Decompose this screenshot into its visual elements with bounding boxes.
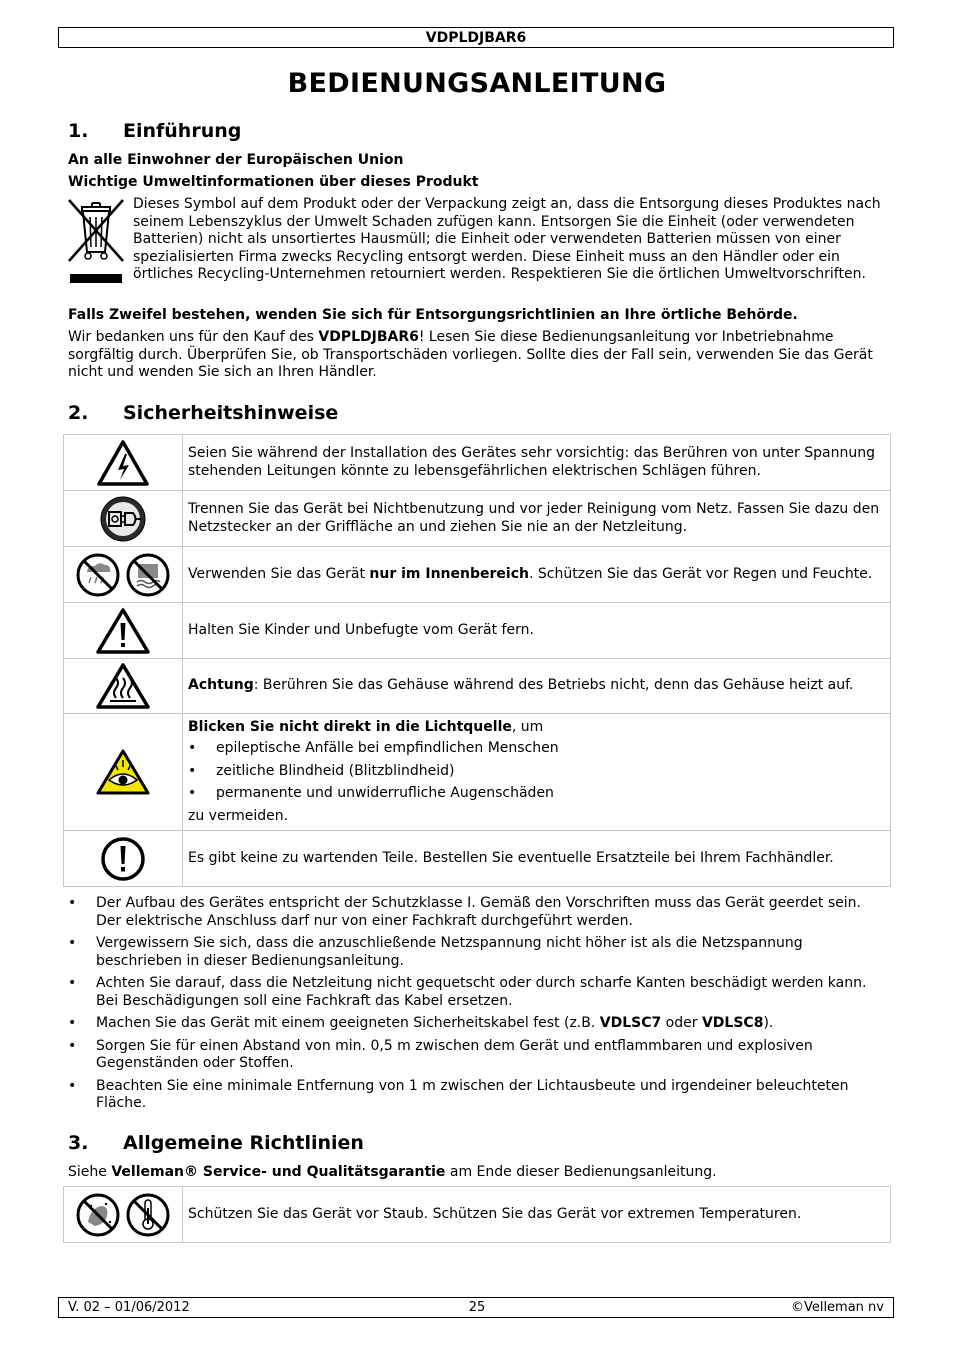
- text-bold: Blicken Sie nicht direkt in die Lichtquelle: [188, 718, 512, 735]
- text-part: Siehe: [68, 1164, 112, 1180]
- cable-model-1: VDLSC7: [599, 1015, 662, 1031]
- section-title: Sicherheitshinweise: [123, 402, 339, 424]
- safety-row: [64, 491, 891, 547]
- safety-row: [64, 603, 891, 659]
- safety-row: [64, 547, 891, 603]
- section-3-heading: [68, 1131, 364, 1155]
- no-rain-no-moisture-icon: [64, 547, 183, 603]
- safety-text: [183, 659, 891, 714]
- list-item: • zeitliche Blindheid (Blitzblindheid): [188, 763, 884, 781]
- safety-row: [64, 435, 891, 491]
- footer-copyright: ©Velleman nv: [790, 1300, 884, 1315]
- list-item: • epileptische Anfälle bei empfindlichen Menschen: [188, 740, 884, 758]
- section-1-heading: [68, 119, 241, 143]
- footer-version: V. 02 – 01/06/2012: [68, 1300, 190, 1315]
- safety-bullet-list: [68, 895, 880, 1118]
- header-model: VDPLDJBAR6: [58, 27, 894, 48]
- subheading-eu: An alle Einwohner der Europäischen Union: [68, 152, 404, 168]
- thanks-text: Wir bedanken uns für den Kauf des: [68, 329, 319, 345]
- text-part: Machen Sie das Gerät mit einem geeigneten Sicherheitskabel fest (z.B.: [96, 1015, 600, 1031]
- safety-text: Seien Sie während der Installation des Gerätes sehr vorsichtig: das Berühren von unter Spannung stehenden Leitungen könnte zu lebensgefährlichen elektrischen Schlägen führen.: [183, 435, 891, 491]
- cable-model-2: VDLSC8: [701, 1015, 764, 1031]
- weee-text: Dieses Symbol auf dem Produkt oder der Verpackung zeigt an, dass die Entsorgung dieses Produktes nach seinem Lebenszyklus der Umwelt Schaden zufügen kann. Entsorgen Sie die Einheit (oder verwendeten Batterien) nicht als unsortiertes Hausmüll; die Einheit oder verwendeten Batterien müssen von einer spezialisierten Firma zwecks Recycling entsorgt werden. Diese Einheit muss an den Händler oder ein örtliches Recycling-Unternehmen retourniert werden. Respektieren Sie die örtlichen Umweltvorschriften.: [133, 196, 881, 282]
- safety-text: [183, 547, 891, 603]
- high-voltage-warning-icon: [64, 435, 183, 491]
- hot-surface-icon: [64, 659, 183, 714]
- guidelines-intro: [68, 1164, 888, 1182]
- list-item: [68, 1015, 880, 1033]
- guideline-row: [64, 1187, 891, 1243]
- page-title: BEDIENUNGSANLEITUNG: [287, 68, 667, 99]
- safety-row: [64, 659, 891, 714]
- subheading-environment: Wichtige Umweltinformationen über dieses Produkt: [68, 174, 479, 190]
- guideline-text: Schützen Sie das Gerät vor Staub. Schützen Sie das Gerät vor extremen Temperaturen.: [183, 1187, 891, 1243]
- text-bold: Velleman® Service- und Qualitätsgarantie: [111, 1164, 446, 1180]
- exclamation-circle-icon: [64, 831, 183, 887]
- list-item: • permanente und unwiderrufliche Augenschäden: [188, 785, 884, 803]
- page-number: 25: [468, 1300, 486, 1315]
- section-2-heading: [68, 401, 338, 425]
- weee-bin-icon: [66, 197, 126, 287]
- section-number: 1.: [68, 120, 89, 142]
- guidelines-table: [63, 1186, 891, 1243]
- doubt-note: Falls Zweifel bestehen, wenden Sie sich für Entsorgungsrichtlinien an Ihre örtliche Behörde.: [68, 307, 798, 323]
- list-item: • Der Aufbau des Gerätes entspricht der Schutzklasse I. Gemäß den Vorschriften muss das Gerät geerdet sein. Der elektrische Anschluss darf nur von einer Fachkraft durchgeführt werden.: [68, 895, 880, 930]
- unplug-icon: [64, 491, 183, 547]
- section-title: Allgemeine Richtlinien: [123, 1132, 364, 1154]
- thanks-paragraph: [68, 329, 888, 382]
- eye-light-warning-icon: [64, 714, 183, 831]
- text-part: , um: [511, 718, 544, 735]
- section-number: 2.: [68, 402, 89, 424]
- text-part: . Schützen Sie das Gerät vor Regen und Feuchte.: [528, 565, 873, 582]
- safety-text: Halten Sie Kinder und Unbefugte vom Gerät fern.: [183, 603, 891, 659]
- text-part: : Berühren Sie das Gehäuse während des Betriebs nicht, denn das Gehäuse heizt auf.: [253, 677, 854, 694]
- section-number: 3.: [68, 1132, 89, 1154]
- text-part: ).: [763, 1015, 774, 1031]
- list-item: • Sorgen Sie für einen Abstand von min. 0,5 m zwischen dem Gerät und entflammbaren und explosiven Gegenständen oder Stoffen.: [68, 1038, 880, 1073]
- list-item: • Achten Sie darauf, dass die Netzleitung nicht gequetscht oder durch scharfe Kanten beschädigt werden kann. Bei Beschädigungen soll eine Fachkraft das Kabel ersetzen.: [68, 975, 880, 1010]
- section-title: Einführung: [123, 120, 242, 142]
- safety-text: [183, 714, 891, 831]
- eye-warning-list: [188, 740, 884, 803]
- list-item: • Vergewissern Sie sich, dass die anzuschließende Netzspannung nicht höher ist als die Netzspannung beschrieben in dieser Bedienungsanleitung.: [68, 935, 880, 970]
- text-part: oder: [661, 1015, 702, 1031]
- eye-warning-lead: [188, 719, 884, 737]
- general-warning-icon: [64, 603, 183, 659]
- text-bold: Achtung: [188, 677, 254, 694]
- safety-text: Trennen Sie das Gerät bei Nichtbenutzung und vor jeder Reinigung vom Netz. Fassen Sie dazu den Netzstecker an der Griffläche an und ziehen Sie nie an der Netzleitung.: [183, 491, 891, 547]
- list-item: • Beachten Sie eine minimale Entfernung von 1 m zwischen der Lichtausbeute und irgendeiner beleuchteten Fläche.: [68, 1078, 880, 1113]
- safety-row: [64, 714, 891, 831]
- safety-table: [63, 434, 891, 887]
- thanks-text-rest: ! Lesen Sie diese Bedienungsanleitung vor Inbetriebnahme sorgfältig durch. Überprüfen Sie, ob Transportschäden vorliegen. Sollte dies der Fall sein, verwenden Sie das Gerät nicht und wenden Sie sich an Ihren Händler.: [68, 329, 873, 380]
- page-footer: [58, 1297, 894, 1318]
- text-part: am Ende dieser Bedienungsanleitung.: [445, 1164, 717, 1180]
- text-bold: nur im Innenbereich: [369, 565, 529, 582]
- safety-row: [64, 831, 891, 887]
- model-name: VDPLDJBAR6: [318, 329, 419, 345]
- eye-warning-tail: zu vermeiden.: [188, 807, 289, 824]
- safety-text: Es gibt keine zu wartenden Teile. Bestellen Sie eventuelle Ersatzteile bei Ihrem Fachhändler.: [183, 831, 891, 887]
- text-part: Verwenden Sie das Gerät: [188, 565, 370, 582]
- no-dust-no-extreme-temperature-icon: [64, 1187, 183, 1243]
